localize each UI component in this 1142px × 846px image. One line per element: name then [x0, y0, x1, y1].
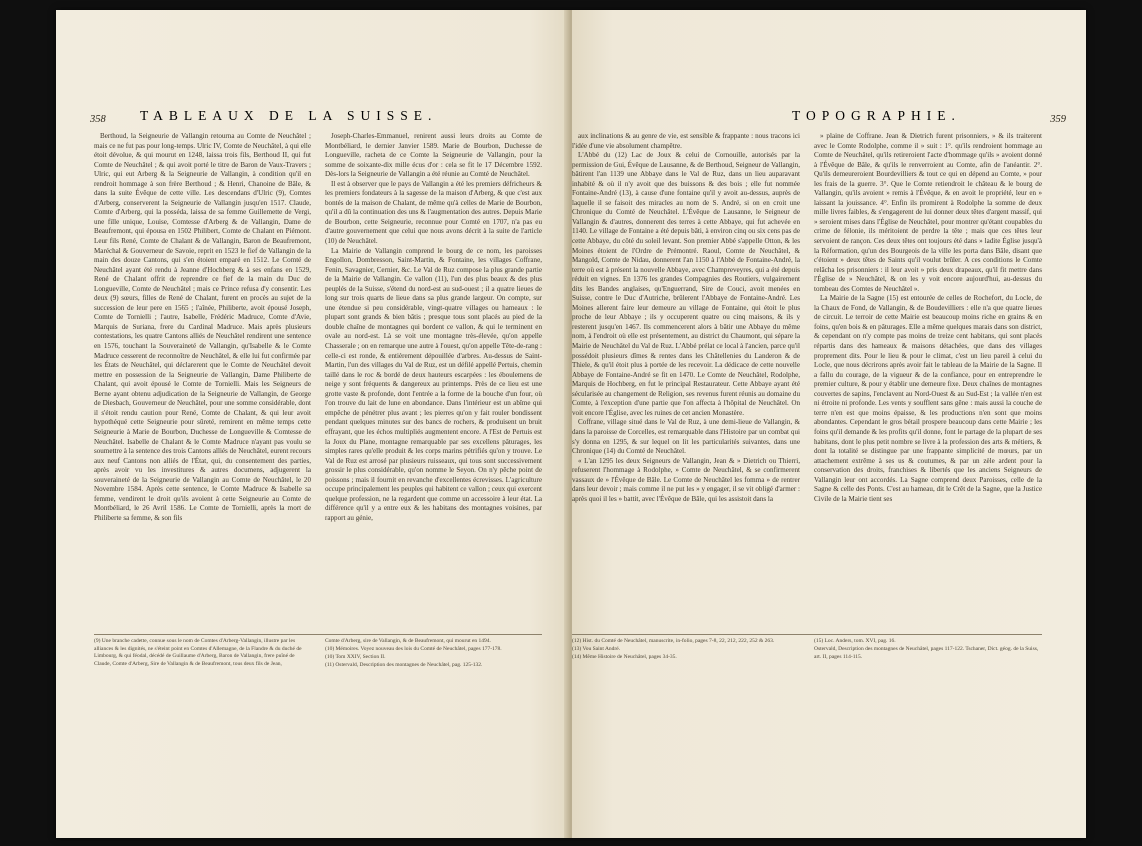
text-columns — [94, 132, 542, 630]
page-number: 358 — [90, 114, 106, 125]
paragraph: aux inclinations & au genre de vie, est sensible & frappante : nous tracons ici l'idée d'une vie absolument champêtre. — [572, 132, 800, 150]
running-head: TABLEAUX DE LA SUISSE. — [140, 108, 438, 123]
footnote: (10) Mémoires. Voyez nouveau des lois du Comté de Neuchâtel, pages 177-178. — [325, 646, 502, 652]
footnote: Comte d'Arberg, sire de Vallangin, & de Beaufremont, qui mourut en 1494. — [325, 638, 491, 644]
text-column-2 — [325, 132, 542, 630]
footnote: (13) Vou Saint André. — [572, 646, 621, 652]
paragraph: Coffrane, village situé dans le Val de Ruz, à une demi-lieue de Vallangin, & dans la paroisse de Corcelles, est remarquable dans l'Histoire par un combat qui s'y donna en 1295, & sur lequel on lit les particularités suivantes, dans une Chronique (14) du Comté de Neuchâtel. — [572, 418, 800, 456]
footnote-column-1 — [572, 638, 800, 662]
paragraph: L'Abbé du (12) Lac de Joux & celui de Cornouille, autorisés par la permission de Gui, Évêque de Lausanne, & de Berthoud, Seigneur de Vallangin, bâtirent l'an 1139 une Abbaye dans le Val de Ruz, dans un lieu auparavant inhabité & où il n'y avoit que des buissons & des bois ; elle fut nommée Fontaine-André (13), à cause d'une fontaine qu'il y avoit au-dessus, auprès de laquelle il se faisoit des miracles au nom de S. André, si on en croit une Chronique du Comté de Neuchâtel. L'Évêque de Lausanne, le Seigneur de Vallangin & d'autres, donnerent des terres à cette Abbaye, qui fut achevée en 1140. Le village de Fontaine a été depuis bâti, à environ cinq ou six cens pas de cette Abbaye, du côté du soleil levant. Son premier Abbé s'appelle Otton, & les Moines étoient de l'Ordre de Prémontré. Raoul, Comte de Neuchâtel, & Mangold, Comte de Nidau, donnerent l'an 1150 à l'Abbé de Fontaine-André, la terre où est à présent la nouvelle Abbaye, avec Champreveyres, qui a été depuis réduit en vignes. En 1376 les grandes Compagnies des Routiers, vulgairement dits les Bandes anglaises, qu'Enguerrand, Sire de Couci, avoit menées en Suisse, contre le Duc d'Autriche, brûlerent l'Abbaye de Fontaine-André. Les Moines allerent faire leur demeure au village de Fontaine, qui étoit le plus proche de leur Abbaye ; ils y occuperent quatre ou cinq maisons, & ils y resterent jusqu'en 1467. Ils commencerent alors à bâtir une Abbaye du même nom, à l'endroit où elle est présentement, au district du Chaumont, qui sépare la Mairie de Neuchâtel du Val de Ruz. L'Abbé prélat ce local à l'ancien, parce qu'il possédoit plusieurs dîmes & rentes dans les Châtellenies du Landeron & de Thiele, & qu'il étoit plus à portée de les recevoir. La dédicace de cette nouvelle Abbaye de Fontaine-André se fit en 1470. Le Comte de Neuchâtel, Rodolphe, Marquis de Hochberg, en fut le principal Restaurateur. Cette Abbaye ayant été sécularisée au changement de Religion, ses revenus furent réunis au domaine du Comte, à l'exception d'une partie que l'on affecta à l'hôpital de Neuchâtel. On voit encore l'Église, avec les ruines de cet ancien Monastère. — [572, 151, 800, 417]
text-column-1 — [94, 132, 311, 630]
left-page — [56, 10, 570, 838]
footnote: (12) Hist. du Comté de Neuchâtel, manuscrite, in-folio, pages 7-8, 22, 212, 222, 252 & 263. — [572, 638, 775, 644]
paragraph: Il est à observer que le pays de Vallangin a été les premiers défricheurs & les premiers fondateurs à la sagesse de la maison d'Arberg, & que c'est aux bontés de la maison de Chalant, de même qu'à celles de Marie de Bourbon, qu'il a dû la continuation des uns & l'augmentation des autres. Depuis Marie de Bourbon, cette Seigneurie, reconnue pour Comté en 1707, n'a pas eu d'autre gouvernement que celui que nous avons décrit à la suite de l'article (10) de Neuchâtel. — [325, 179, 542, 246]
footnotes — [94, 638, 542, 670]
text-column-2 — [814, 132, 1042, 630]
footnotes — [572, 638, 1042, 662]
footnote-rule — [572, 634, 1042, 635]
footnote: (11) Ostervald, Description des montagnes de Neuchâtel, pag. 125-132. — [325, 662, 483, 668]
book-spread — [56, 10, 1086, 838]
footnote: (9) Une branche cadette, connue sous le nom de Comtes d'Arberg-Vallangin, illustre par les alliances & les dignités, ne s'éteint point en Comtes d'Allemagne, de la Flandre & du duché de Limbourg, & qui féodal, décédé de Guillaume d'Arberg, Baron de Vallangin, frere puîné de Claude, Comte d'Arberg, Sire de Vallangin & de Beaufremont, tous deux fils de Jean, — [94, 638, 302, 667]
paragraph: La Mairie de la Sagne (15) est entourée de celles de Rochefort, du Locle, de la Chaux de Fond, de Vallangin, & de Boudevilliers : elle n'a que quatre lieues de circuit. Le terroir de cette Mairie est beaucoup moins riche en grains & en foins, qu'en bois & en pâturages. Elle a même quelques marais dans son district, & cependant on n'y compte pas moins de treize cent habitans, qui sont placés répartis dans des hameaux & maisons détachées, que dans des villages proprement dits. Pour le lieu & pour le climat, c'est un lieu pareil à celui du Locle, que nous décrirons après avoir fait le tableau de la Mairie de la Sagne. Il a fallu du courage, de la vigueur & de la confiance, pour en entreprendre le premier culture, & pour y établir une demeure fixe. Deux chaînes de montagnes couvertes de sapins, l'enclavent au Nord-Ouest & au Sud-Est ; la vallée n'en est ni étroite ni profonde. Les vents y soufflent sans gêne : mais aussi la couche de terre n'en est que moins épaisse, & les productions n'en sont que moins abondantes. Cependant le gros bétail prospere beaucoup dans cette Mairie ; les foins qu'il demande & les profits qu'il donne, font le partage de la plupart de ses habitans, dont le plus petit nombre se livre à la profession des arts & métiers, & dont la totalité se distingue par une frappante simplicité de mœurs, par un attachement extrême à ses us & coutumes, & par un zèle ardent pour la conservation des droits, franchises & libertés que les anciens Seigneurs de Vallangin leur ont accordés. La Sagne comprend deux Paroisses, celle de la Sagne & celle des Ponts. C'est au hameau, dit le Crêt de la Sagne, que la Justice Civile de la Mairie tient ses — [814, 294, 1042, 503]
footnote: (10) Tom XXIV, Section II. — [325, 654, 386, 660]
text-columns — [572, 132, 1042, 630]
text-column-1 — [572, 132, 800, 630]
footnote-column-1 — [94, 638, 311, 670]
footnote-column-2 — [325, 638, 542, 670]
paragraph: Joseph-Charles-Emmanuel, renirent aussi leurs droits au Comte de Montbéliard, le dernier Janvier 1589. Marie de Bourbon, Duchesse de Longueville, racheta de ce Comte la Seigneurie de Vallangin, pour la somme de soixante-dix mille écus d'or : cela se fit le 17 Décembre 1592. Dès-lors la Seigneurie de Vallangin a été réunie au Comté de Neuchâtel. — [325, 132, 542, 179]
footnote-rule — [94, 634, 542, 635]
right-page — [572, 10, 1086, 838]
paragraph: Berthoud, la Seigneurie de Vallangin retourna au Comte de Neuchâtel ; mais ce ne fut pas pour long-temps. Ulric IV, Comte de Neuchâtel, à qui elle étoit dévolue, & qui mourut en 1248, laissa trois fils, Berthoud II, qui fut Comte de Neuchâtel ; & qui avoit porté le titre de Baron de Vaux-Travers ; Ulric, qui eut Arberg & la Seigneurie de Vallangin, à condition qu'il en rendroit hommage à son frère Berthoud ; & Henri, Chanoine de Bâle, & dans la suite Évêque de cette ville. Les descendans d'Ulric (9), Comtes d'Arberg, conserverent la Seigneurie de Vallangin jusqu'en 1517. Claude, Comte d'Arberg, qui la posséda, laissa de sa femme Guillemette de Vergi, une fille unique, Louise, Comtesse d'Arberg & de Vallangin, Dame de Beaufremont, qui épousa en 1502 Philibert, Comte de Chalant en Piémont. Leur fils René, Comte de Chalant & de Vallangin, Baron de Beaufremont, Maréchal & Gouverneur de Savoie, reprit en 1523 le fief de Vallangin de la main des douze Cantons, qui s'en étoient emparé en 1512. Le Comté de Neuchâtel ayant été rendu à Jeanne d'Hochberg & à ses enfans en 1529, René de Chalant offrit de reprendre ce fief de la main du Duc de Longueville, Comte de Neuchâtel ; mais ce Prince refusa d'y consentir. Les deux (9) sœurs, filles de René de Chalant, furent en procès au sujet de la succession de leur pere en 1565 ; l'aînée, Philiberte, avoit épousé Joseph, Comte de Tornielli ; l'autre, Isabelle, Frédéric Madruce, Comte d'Avie, Marquis de Suriana, frere du Cardinal Madruce. Mais après plusieurs contestations, les quatre Cantons alliés de Neuchâtel rendirent une sentence en 1576, touchant la Souveraineté de Vallangin, qu'Isabelle & le Comte Madruce cesserent de reconnoître de Neuchâtel, & elle lui fut confirmée par les États de Neuchâtel, qui déclarerent que le Comte de Neuchâtel devoit mettre en possession de la Seigneurie de Vallangin, Dame Philiberte de Chalant, qui avoit épousé le Comte de Tornielli. Mais les Seigneurs de Berne ayant obtenu adjudication de la Seigneurie de Vallangin, de George de Diesbach, Gouverneur de Neuchâtel, pour une somme considérable, dont il s'étoit rendu caution pour René, Comte de Chalant, & qui leur avoit hypothéqué cette Seigneurie pour sûreté, remirent en même temps cette Seigneurie à Marie de Bourbon, Duchesse de Longueville & Comtesse de Neuchâtel. Isabelle de Chalant & le Comte Madruce n'ayant pas voulu se soumettre à la sentence des trois Cantons alliés de Neuchâtel, eurent recours aux neuf Cantons non alliés de l'État, qui, du consentement des parties, après avoir vu les investitures & autres documens, adjugerent la souveraineté de la Seigneurie de Vallangin au Comte de Neuchâtel, le 20 Novembre 1584. Après cette sentence, le Comte Madruce & Isabelle sa femme, vendirent le droit qu'ils avoient à cette Seigneurie au Comte de Montbéliard, le 26 Avril 1586. Le Comte de Tornielli, après la mort de Philiberte sa femme, & son fils — [94, 132, 311, 522]
footnote-column-2 — [814, 638, 1042, 662]
paragraph: La Mairie de Vallangin comprend le bourg de ce nom, les paroisses Engollon, Dombresson, Saint-Martin, & Fontaine, les villages Coffrane, Fenin, Savagnier, Cernier, &c. Le Val de Ruz compose la plus grande partie de la Mairie de Vallangin. Ce vallon (11), l'un des plus beaux & des plus peuplés de la Suisse, s'étend du nord-est au sud-ouest ; il a quatre lieues de long sur trois quarts de lieue dans sa plus grande largeur. On compte, sur une étendue si peu considérable, vingt-quatre villages ou hameaux : le plupart sont grands & bien bâtis ; presque tous sont placés au pied de la double chaîne de montagnes qui bordent ce vallon, & qui le terminent en ovale au nord-est. Là se voit une montagne très-élevée, qu'on appelle Chasserale ; on en remarque une autre à l'ouest, qu'on appelle Tête-de-rang : celle-ci est ronde, & entièrement dépouillée d'arbres. Au-dessus de Saint-Martin, l'un des villages du Val de Ruz, est un défilé appellé Pertuis, chemin taillé dans le roc & bordé de deux hauteurs escarpées : les éboulemens de neige y sont fréquents & dangereux au printemps. Près de ce lieu est une grotte vaste & profonde, dont l'entrée a la forme de la bouche d'un four, où l'on trouve du lait de lune en abondance. Dans l'intérieur est un abîme qui empêche de pénétrer plus avant ; les pierres qu'on y fait rouler bondissent pendant quelques minutes sur des bancs de rochers, & produisent un bruit effrayant, que les échos multipliés augmentent encore. A l'Est de Pertuis est la Joux du Plane, montagne remarquable par ses excellens pâturages, les simples rares qu'elle produit & les corps marins pétrifiés qu'on y trouve. Le Val de Ruz est arrosé par plusieurs ruisseaux, qui tous sont successivement grossir le plus considérable, qu'on nomme le Seyon. On n'y pêche point de poissons ; mais il fournit en revanche d'excellentes écrevisses. L'agriculture occupe principalement les peuples qui habitent ce vallon ; ceux qui exercent quelque profession, ne la regardent que comme un accessoire à leur état. La différence qu'il y a entre eux & les habitans des montagnes voisines, par rapport au génie, — [325, 246, 542, 522]
paragraph: » plaine de Coffrane. Jean & Dietrich furent prisonniers, » & ils traiterent avec le Comte Rodolphe, comme il » suit : 1°. qu'ils rendroient hommage au Comte de Neuchâtel, qu'ils retireroient l'acte d'hommage qu'ils » avoient donné à l'Évêque de Bâle, & qu'ils le renverroient au Comte, afin de l'anéantir. 2°. Qu'ils demeureroient Bourdevilliers & tout ce qui en dépend au Comte, » pour les frais de la guerre. 3°. Que le Comte retiendroit le château & le bourg de Vallangin, qu'ils avoient » remis à l'Évêque, & en avoit le propriété, leur en » laissant la jouissance. 4°. Enfin ils promirent à Rodolphe la somme de deux mille livres faibles, & s'engagerent de lui donner deux têtes d'argent massif, qui » seroient mises dans l'Église de Neuchâtel, pour montrer qu'étant coupables du crime de félonie, ils méritoient de perdre la tête ; mais que ces têtes leur servoient de rançon. Ces deux têtes ont toujours été dans » ladite Église jusqu'à la Réformation, qu'un des Bourgeois de la ville les porta dans Bâle, disant que c'étoient » deux têtes de Saints qu'il voulut brûler. A ces conditions le Comte relâcha les prisonniers : il leur avoit » pris deux drapeaux, qu'il fit mettre dans l'Église de » Neuchâtel, & on les y voit encore aujourd'hui, au-dessus du tombeau des Comtes de Neuchâtel ». — [814, 132, 1042, 293]
running-head: TOPOGRAPHIE. — [792, 108, 961, 123]
footnote: Ostervald, Description des montagnes de Neuchâtel, pages 117-122. Tschaner, Dict. géog. de la Suiss, art. II, pages 114-115. — [814, 646, 1039, 660]
footnote: (14) Même Histoire de Neuchâtel, pages 34-35. — [572, 654, 677, 660]
paragraph: « L'an 1295 les deux Seigneurs de Vallangin, Jean & » Dietrich ou Thierri, refuserent l'hommage à Rodolphe, » Comte de Neuchâtel, & se confirmerent vassaux de » l'Évêque de Bâle. Le Comte de Neuchâtel les fomma » de rentrer dans leur devoir ; mais comme il ne put les » y engager, il se vit obligé d'armer : après quoi il les » battit, avec l'Évêque de Bâle, qui les assistoit dans la — [572, 456, 800, 503]
page-number: 359 — [1050, 114, 1066, 125]
footnote: (15) Loc. Anders, tom. XVI, pag. 16. — [814, 638, 896, 644]
